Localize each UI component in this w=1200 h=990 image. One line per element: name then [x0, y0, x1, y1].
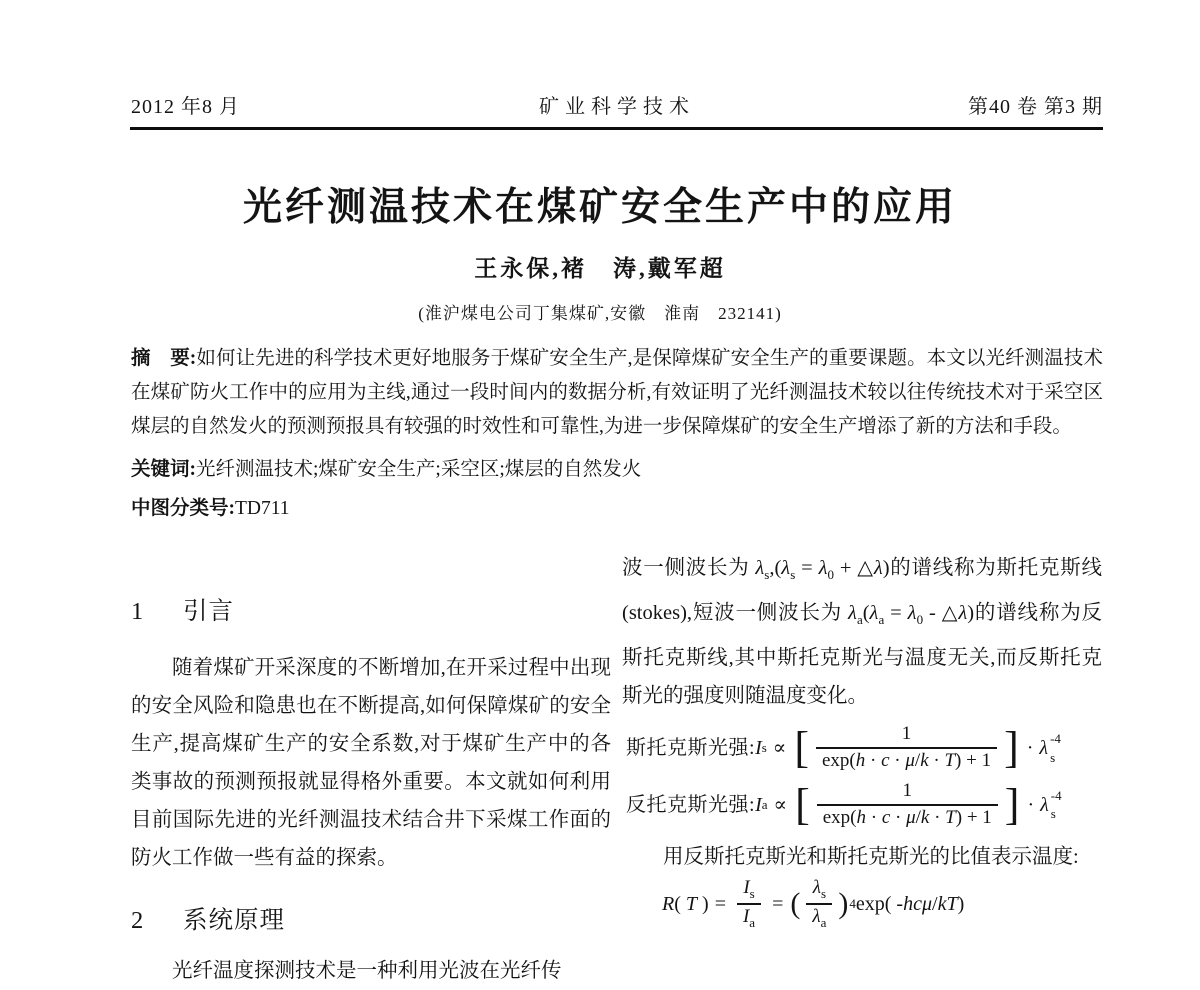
clc-label: 中图分类号:	[131, 498, 235, 519]
ratio-paragraph: 用反斯托克斯光和斯托克斯光的比值表示温度:	[663, 845, 1079, 868]
temperature-ratio-formula: R( T ) = $\frac{I_s}{I_a}$ = ( $\frac{\lambda_s}{\lambda_a}$ ) 4 exp( -hcμ/kT)	[662, 876, 965, 930]
abstract	[131, 342, 1103, 444]
left-column	[131, 592, 611, 990]
principle-paragraph: 波一侧波长为 $\lambda_s,(\lambda_s = \lambda_0$ + △λ)的谱线称为斯托克斯线(stokes),短波一侧波长为 $\lambda_a(\lambda_a = \lambda_0$ - △λ)的谱线称为反斯托克斯线,其中斯托克斯光与温度无关,而反斯托克斯光的强度则随温度变化。	[622, 557, 1103, 708]
section-1-paragraph: 随着煤矿开采深度的不断增加,在开采过程中出现的安全风险和隐患也在不断提高,如何保障煤矿的安全生产,提高煤矿生产的安全系数,对于煤矿生产中的各类事故的预测预报就显得格外重要。本文就如何利用目前国际先进的光纤测温技术结合井下采煤工作面的防火工作做一些有益的探索。	[131, 657, 611, 869]
article-meta	[131, 342, 1103, 526]
abstract-label: 摘 要:	[131, 348, 197, 369]
proportional-sign: ∝	[773, 793, 788, 816]
abstract-text: 如何让先进的科学技术更好地服务于煤矿安全生产,是保障煤矿安全生产的重要课题。本文以光纤测温技术在煤矿防火工作中的应用为主线,通过一段时间内的数据分析,有效证明了光纤测温技术较以往传统技术对于采空区煤层的自然发火的预测预报具有较强的时效性和可靠性,为进一步保障煤矿的安全生产增添了新的方法和手段。	[131, 348, 1103, 437]
proportional-sign: ∝	[772, 737, 787, 760]
exp-term: exp( -hcμ/kT)	[855, 892, 965, 915]
section-2-paragraph: 光纤温度探测技术是一种利用光波在光纤传	[172, 960, 562, 982]
section-1-number: 1	[131, 598, 145, 625]
journal-issue: 第40 卷 第3 期	[968, 96, 1103, 118]
stokes-formula-label: 斯托克斯光强:	[626, 737, 756, 760]
anti-stokes-formula-label: 反托克斯光强:	[626, 793, 756, 816]
section-2-title: 系统原理	[183, 907, 285, 934]
keywords-label: 关键词:	[131, 459, 196, 480]
intensity-ratio-fraction: $\frac{I_s}{I_a}$	[737, 878, 761, 930]
anti-stokes-intensity-formula: 反托克斯光强: I a ∝ [ $\frac{1}{\exp(h \cdot c \cdot \mu/k \cdot T) + 1}$ ] · λ -4 s	[626, 779, 1062, 830]
section-2-number: 2	[131, 907, 145, 934]
clc-value: TD711	[235, 498, 290, 519]
wavelength-ratio-fraction: $\frac{\lambda_s}{\lambda_a}$	[806, 878, 832, 930]
section-1-title: 引言	[183, 598, 234, 625]
article-title: 光纤测温技术在煤矿安全生产中的应用	[242, 186, 957, 229]
lambda-symbol: λ	[1039, 737, 1049, 760]
header-divider	[130, 127, 1103, 130]
section-1-heading	[131, 592, 611, 627]
journal-date: 2012 年8 月	[131, 96, 240, 118]
keywords	[131, 453, 1103, 487]
fraction: $\frac{1}{\exp(h \cdot c \cdot \mu/k \cdot T) + 1}$	[816, 724, 997, 772]
lambda-symbol: λ	[1040, 793, 1049, 816]
right-column	[622, 549, 1102, 939]
article-affiliation: (淮沪煤电公司丁集煤矿,安徽 淮南 232141)	[418, 304, 782, 323]
clc-number	[131, 492, 1103, 526]
stokes-intensity-formula: 斯托克斯光强: I s ∝ [ $\frac{1}{\exp(h \cdot c \cdot \mu/k \cdot T) + 1}$ ] · λ -4 s	[626, 723, 1061, 773]
ratio-lhs: R( T )	[662, 892, 709, 915]
keywords-text: 光纤测温技术;煤矿安全生产;采空区;煤层的自然发火	[196, 459, 642, 480]
intensity-symbol: I	[755, 737, 762, 760]
intensity-symbol: I	[755, 793, 762, 816]
fraction: $\frac{1}{\exp(h \cdot c \cdot \mu/k \cdot T) + 1}$	[817, 781, 998, 829]
section-2-heading	[131, 901, 611, 936]
journal-header	[131, 90, 1103, 119]
article-authors: 王永保,褚 涛,戴军超	[474, 256, 726, 281]
journal-name: 矿业科学技术	[539, 96, 695, 118]
